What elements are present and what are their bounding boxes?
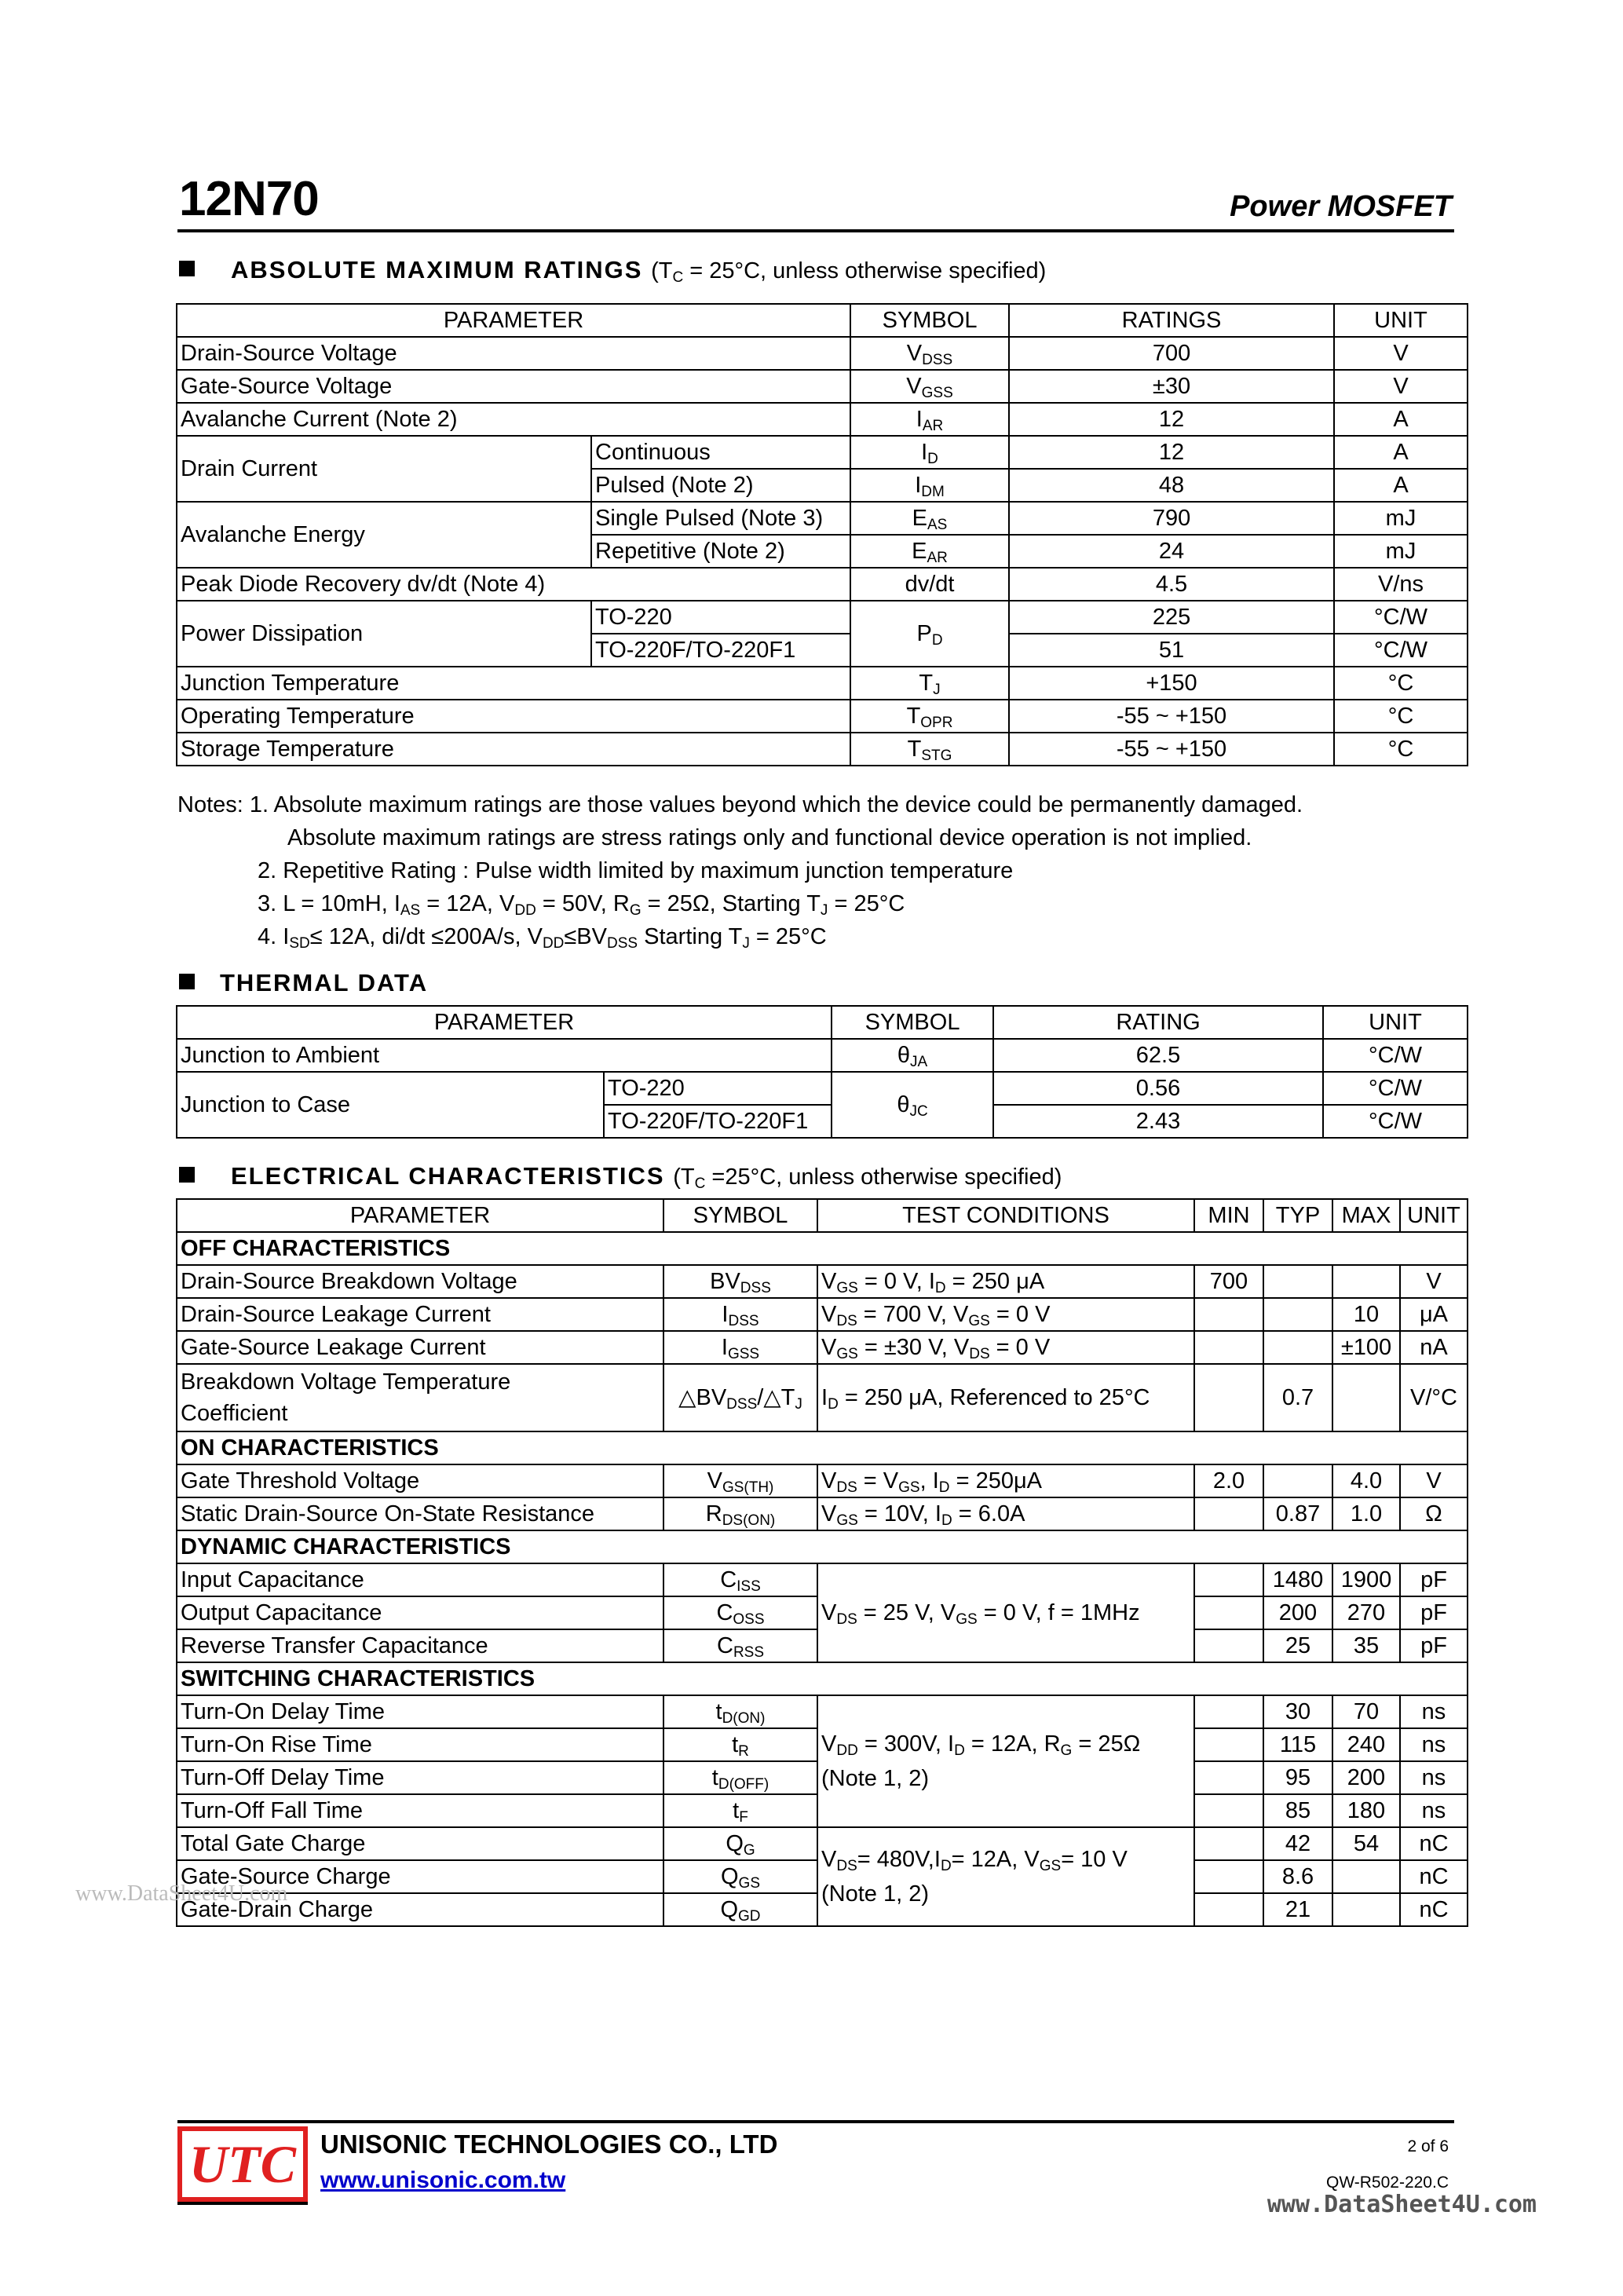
note-4: 4. $I_{SD}\le 12A$, di/dt ≤200A/s, $V_{DD}\le BV_{DSS}$ Starting $T_J = 25^\circ C$ [258,924,827,952]
abs-max-section-title: ABSOLUTE MAXIMUM RATINGS ($T_C = 25^\circ C$, unless otherwise specified) [179,256,1046,284]
watermark-right: www.DataSheet4U.com [1267,2191,1537,2218]
table-header-row: PARAMETER SYMBOL RATINGS UNIT [177,304,1468,337]
group-row: ON CHARACTERISTICS [177,1431,1468,1464]
footer-rule [177,2120,1454,2123]
table-row: Gate-Source Charge $Q_{GS}$ 8.6 nC [177,1860,1468,1893]
group-row: OFF CHARACTERISTICS [177,1232,1468,1265]
utc-logo: UTC [177,2126,308,2205]
page-number: 2 of 6 [1407,2137,1449,2155]
table-row: Pulsed (Note 2) $I_{DM}$ 48 A [177,469,1468,502]
elec-condition: ($T_C =25^\circ C$, unless otherwise specified) [673,1164,1062,1192]
bullet-icon [179,974,195,989]
note-1: Notes: 1. Absolute maximum ratings are those values beyond which the device could be permanently damaged. [177,792,1303,817]
table-row: Storage Temperature $T_{STG}$ -55 ~ +150 °C [177,733,1468,766]
table-row: Avalanche Energy Single Pulsed (Note 3) $E_{AS}$ 790 mJ [177,502,1468,535]
thermal-section-title: THERMAL DATA [179,969,428,997]
table-row: Drain-Source Leakage Current $I_{DSS}$ $V_{DS} = 700$ V, $V_{GS} = 0$ V 10 μA [177,1298,1468,1331]
table-row: TO-220F/TO-220F1 2.43 °C/W [177,1105,1468,1138]
table-row: Drain Current Continuous $I_D$ 12 A [177,436,1468,469]
table-row: Total Gate Charge $Q_G$ $V_{DS}= 480V,I_D= 12A$, $V_{GS}= 10$ V (Note 1, 2) 42 54 nC [177,1827,1468,1860]
table-row: Drain-Source Voltage $V_{DSS}$ 700 V [177,337,1468,370]
bullet-icon [179,261,195,276]
electrical-table [176,1198,1468,1927]
bullet-icon [179,1167,195,1183]
table-row: Reverse Transfer Capacitance $C_{RSS}$ 25 35 pF [177,1629,1468,1662]
company-website-link[interactable]: www.unisonic.com.tw [320,2167,566,2193]
table-row: Gate-Drain Charge $Q_{GD}$ 21 nC [177,1893,1468,1926]
table-row: Static Drain-Source On-State Resistance $R_{DS(ON)}$ $V_{GS} = 10V$, $I_D = 6.0A$ 0.87 1.0 Ω [177,1497,1468,1530]
table-row: Avalanche Current (Note 2) $I_{AR}$ 12 A [177,403,1468,436]
watermark-left: www.DataSheet4U.com [75,1881,288,1906]
group-row: DYNAMIC CHARACTERISTICS [177,1530,1468,1563]
header-rule [177,229,1454,232]
table-row: Gate Threshold Voltage $V_{GS(TH)}$ $V_{DS} = V_{GS}$, $I_D = 250\mu A$ 2.0 4.0 V [177,1464,1468,1497]
abs-max-condition: ($T_C = 25^\circ C$, unless otherwise specified) [651,258,1047,286]
table-row: Gate-Source Voltage $V_{GSS}$ ±30 V [177,370,1468,403]
thermal-table [176,1005,1468,1139]
note-2: 2. Repetitive Rating : Pulse width limited by maximum junction temperature [258,858,1014,883]
table-row: Junction Temperature $T_J$ +150 °C [177,667,1468,700]
table-row: TO-220F/TO-220F1 51 °C/W [177,634,1468,667]
part-number: 12N70 [179,172,319,226]
table-header-row: PARAMETER SYMBOL RATING UNIT [177,1006,1468,1039]
company-name: UNISONIC TECHNOLOGIES CO., LTD [320,2130,778,2159]
document-number: QW-R502-220.C [1325,2174,1449,2192]
note-3: 3. L = 10mH, $I_{AS} = 12A$, $V_{DD} = 50V$, $R_G = 25\Omega$, Starting $T_J = 25^\circ C$ [258,891,905,919]
abs-max-table [176,303,1468,766]
table-row: Turn-Off Delay Time $t_{D(OFF)}$ 95 200 ns [177,1761,1468,1794]
table-row: Output Capacitance $C_{OSS}$ 200 270 pF [177,1596,1468,1629]
table-row: Turn-Off Fall Time $t_F$ 85 180 ns [177,1794,1468,1827]
table-row: Gate-Source Leakage Current $I_{GSS}$ $V_{GS} = \pm 30$ V, $V_{DS} = 0$ V ±100 nA [177,1331,1468,1364]
elec-section-title: ELECTRICAL CHARACTERISTICS ($T_C =25^\circ C$, unless otherwise specified) [179,1162,1062,1190]
group-row: SWITCHING CHARACTERISTICS [177,1662,1468,1695]
document-type: Power MOSFET [1230,190,1452,223]
table-row: Drain-Source Breakdown Voltage $BV_{DSS}$ $V_{GS} = 0$ V, $I_D = 250$ μA 700 V [177,1265,1468,1298]
table-row: Input Capacitance $C_{ISS}$ $V_{DS} = 25$ V, $V_{GS} = 0$ V, f = 1MHz 1480 1900 pF [177,1563,1468,1596]
table-row: Breakdown Voltage Temperature Coefficient $\triangle BV_{DSS}/\triangle T_J$ $I_D = 250$ μA, Referenced to 25°C 0.7 V/°C [177,1364,1468,1431]
table-row: Operating Temperature $T_{OPR}$ -55 ~ +150 °C [177,700,1468,733]
note-1-cont: Absolute maximum ratings are stress ratings only and functional device operation is not implied. [287,825,1252,850]
table-header-row: PARAMETER SYMBOL TEST CONDITIONS MIN TYP MAX UNIT [177,1199,1468,1232]
table-row: Junction to Case TO-220 $\theta_{JC}$ 0.56 °C/W [177,1072,1468,1105]
table-row: Turn-On Delay Time $t_{D(ON)}$ $V_{DD} = 300V$, $I_D = 12A$, $R_G = 25\Omega$ (Note 1, 2) 30 70 ns [177,1695,1468,1728]
table-row: Junction to Ambient $\theta_{JA}$ 62.5 °C/W [177,1039,1468,1072]
table-row: Turn-On Rise Time $t_R$ 115 240 ns [177,1728,1468,1761]
notes-block [177,788,1303,953]
table-row: Power Dissipation TO-220 $P_D$ 225 °C/W [177,601,1468,634]
table-row: Peak Diode Recovery dv/dt (Note 4) dv/dt 4.5 V/ns [177,568,1468,601]
table-row: Repetitive (Note 2) $E_{AR}$ 24 mJ [177,535,1468,568]
